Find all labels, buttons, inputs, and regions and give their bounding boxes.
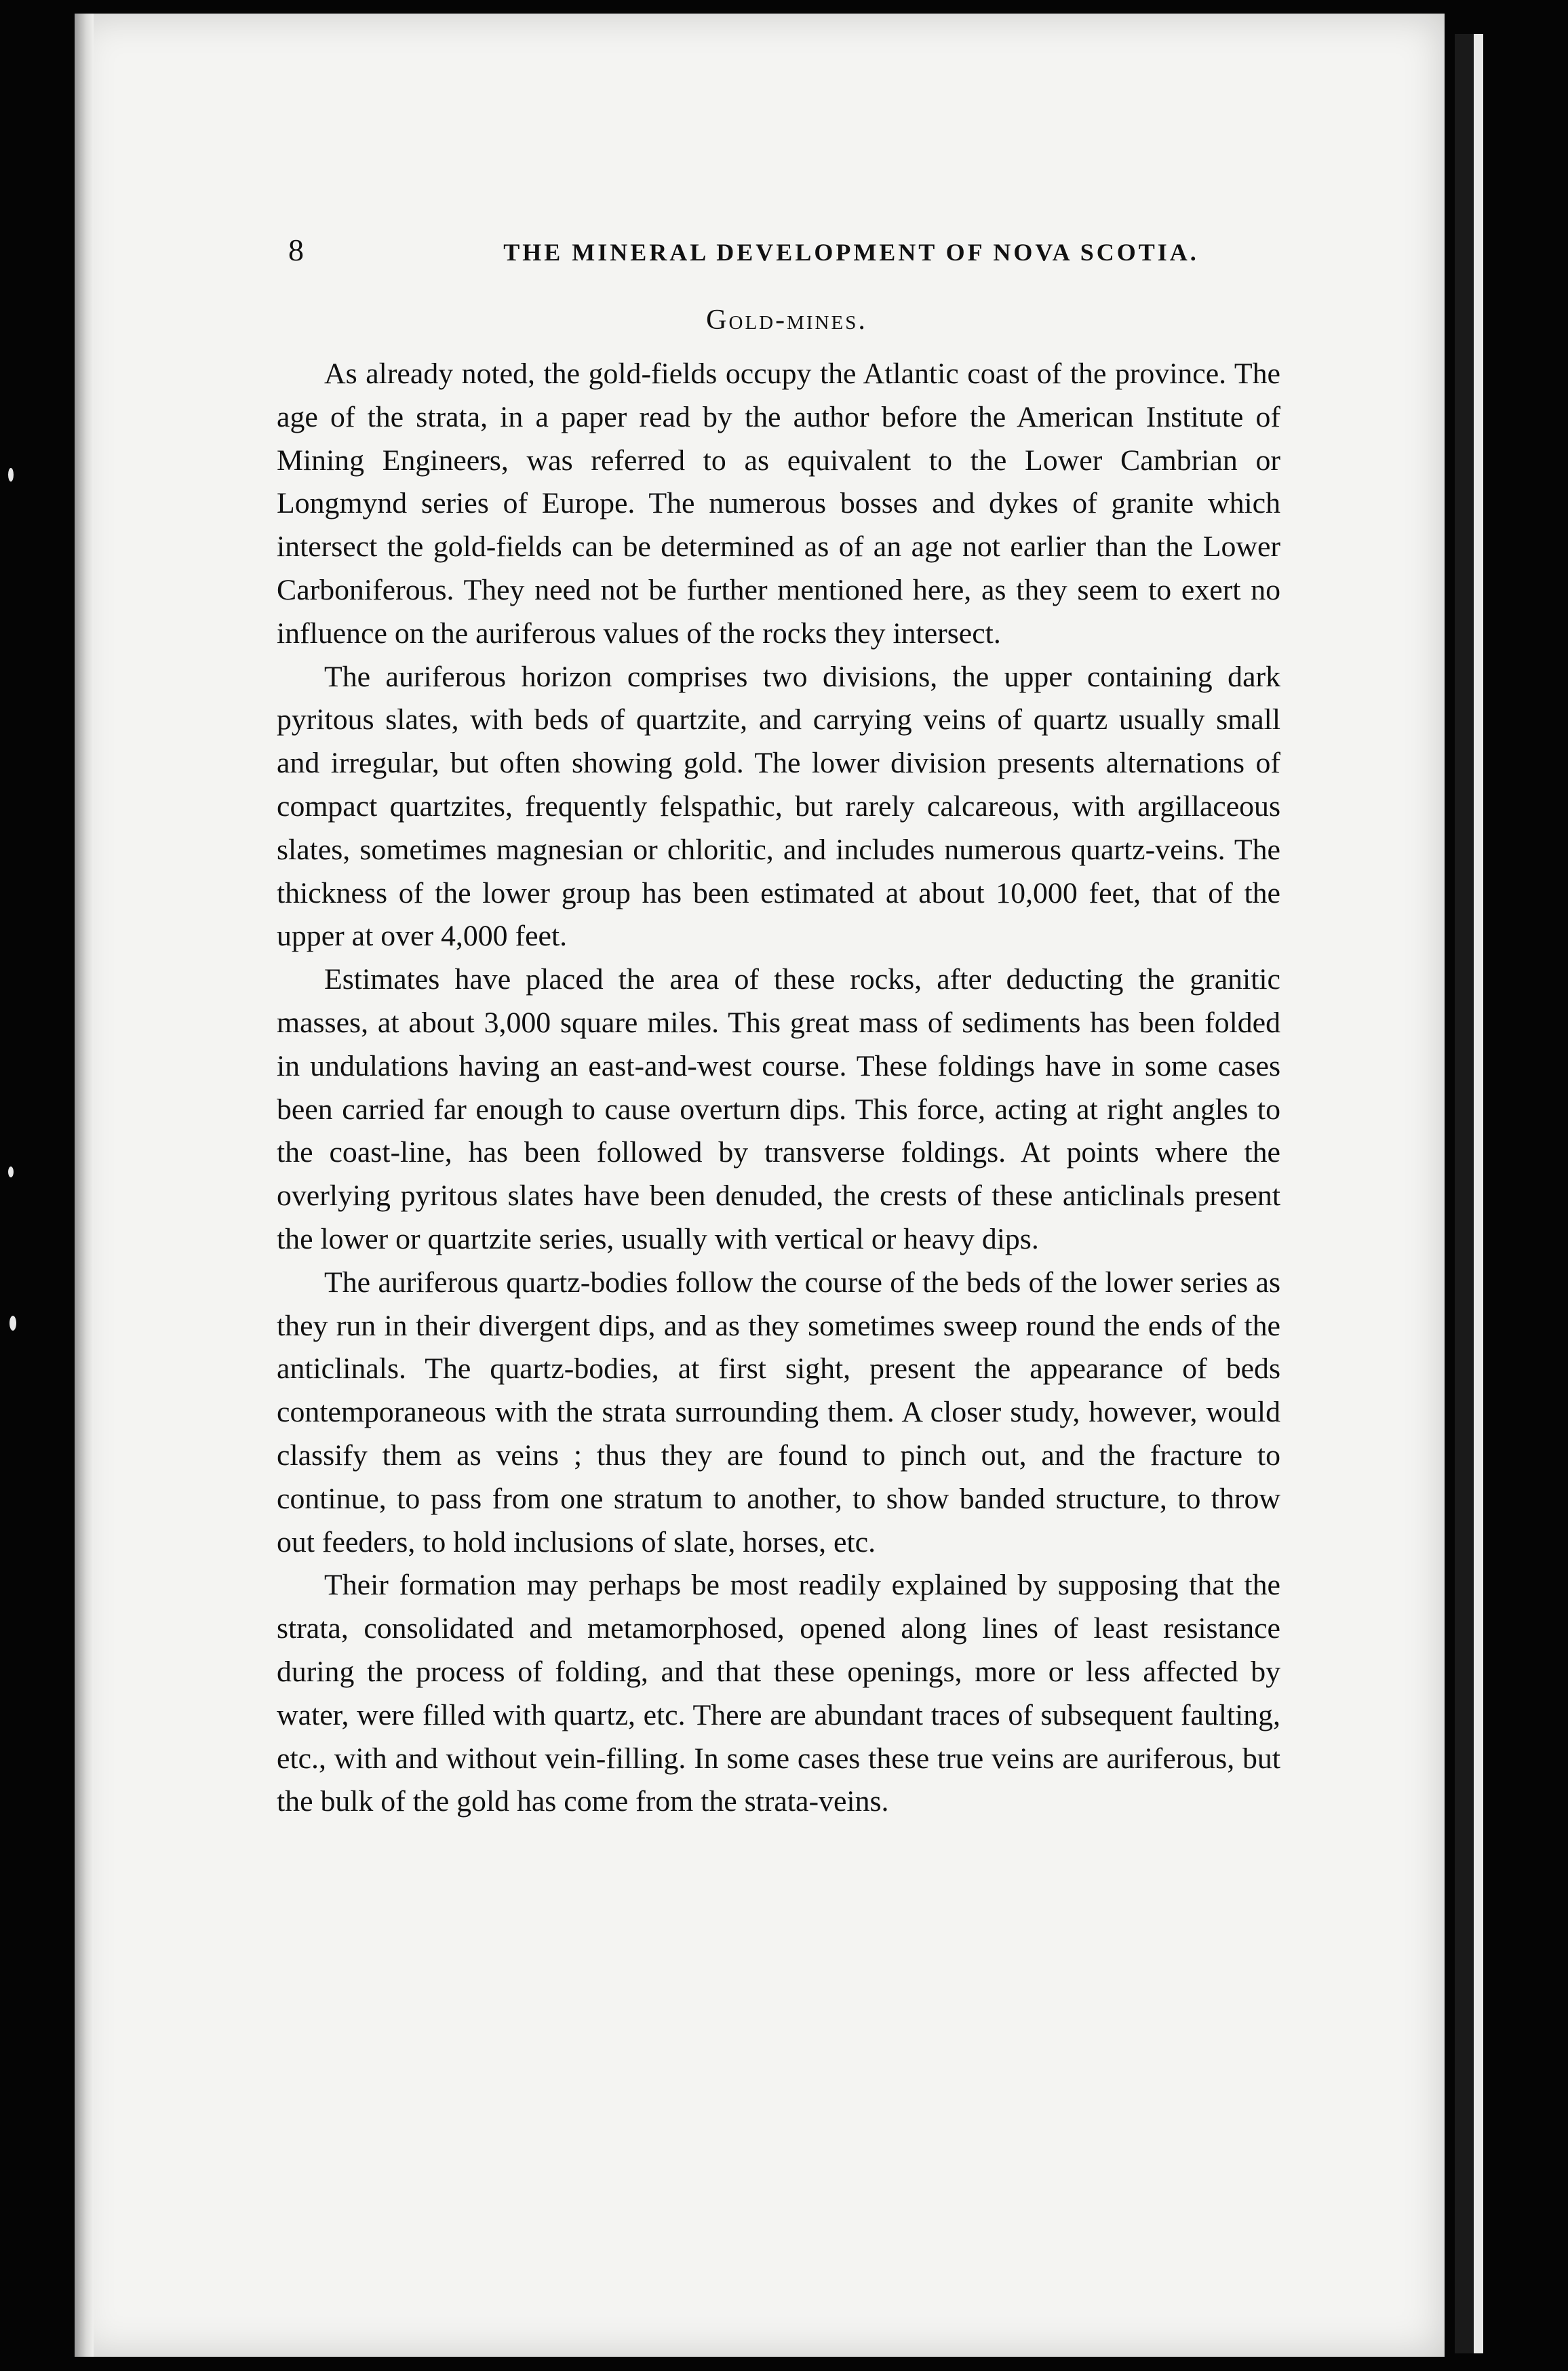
scan-speck — [8, 1167, 14, 1177]
page-edge-dark-strip — [1455, 34, 1474, 2353]
page-number: 8 — [288, 233, 304, 267]
paragraph: Estimates have placed the area of these rocks, after deducting the granitic masses, at about 3,000 square miles. This great mass of sediments has been folded in undulations having an east-and-west course. These foldings have in some cases been carried far enough to cause overturn dips. This force, acting at right angles to the coast-line, has been followed by transverse foldings. At points where the overlying pyritous slates have been denuded, the crests of these anticlinals present the lower or quartzite series, usually with vertical or heavy dips. — [277, 963, 1280, 1255]
page-gutter-shadow — [75, 14, 94, 2357]
paragraph: The auriferous horizon comprises two divisions, the upper containing dark pyritous slates, with beds of quartzite, and carrying veins of quartz usually small and irregular, but often showing gold. The lower division presents alternations of compact quartzites, frequently felspathic, but rarely calcareous, with argillaceous slates, sometimes magnesian or chloritic, and includes numerous quartz-veins. The thickness of the lower group has been estimated at about 10,000 feet, that of the upper at over 4,000 feet. — [277, 660, 1280, 953]
paragraph: The auriferous quartz-bodies follow the course of the beds of the lower series as they run in their divergent dips, and as they sometimes sweep round the ends of the anticlinals. The quartz-bodies, at first sight, present the appearance of beds contemporaneous with the strata surrounding them. A closer study, however, would classify them as veins ; thus they are found to pinch out, and the fracture to continue, to pass from one stratum to another, to show banded structure, to throw out feeders, to hold inclusions of slate, horses, etc. — [277, 1266, 1280, 1559]
scan-speck — [8, 468, 14, 482]
body-text — [277, 353, 1280, 1824]
running-head — [288, 232, 1333, 275]
adjacent-page-edge — [1474, 34, 1483, 2353]
paragraph: Their formation may perhaps be most readily explained by supposing that the strata, consolidated and metamorphosed, opened along lines of least resistance during the process of folding, and that these openings, more or less affected by water, were filled with quartz, etc. There are abundant traces of subsequent faulting, etc., with and without vein-filling. In some cases these true veins are auriferous, but the bulk of the gold has come from the strata-veins. — [277, 1569, 1280, 1818]
scan-speck — [9, 1316, 16, 1331]
running-title: THE MINERAL DEVELOPMENT OF NOVA SCOTIA. — [503, 239, 1199, 266]
section-title: Gold-mines. — [706, 305, 867, 336]
paragraph: As already noted, the gold-fields occupy the Atlantic coast of the province. The age of the strata, in a paper read by the author before the American Institute of Mining Engineers, was referred to as equivalent to the Lower Cambrian or Longmynd series of Europe. The numerous bosses and dykes of granite which intersect the gold-fields can be determined as of an age not earlier than the Lower Carboniferous. They need not be further mentioned here, as they seem to exert no influence on the auriferous values of the rocks they intersect. — [277, 357, 1280, 650]
